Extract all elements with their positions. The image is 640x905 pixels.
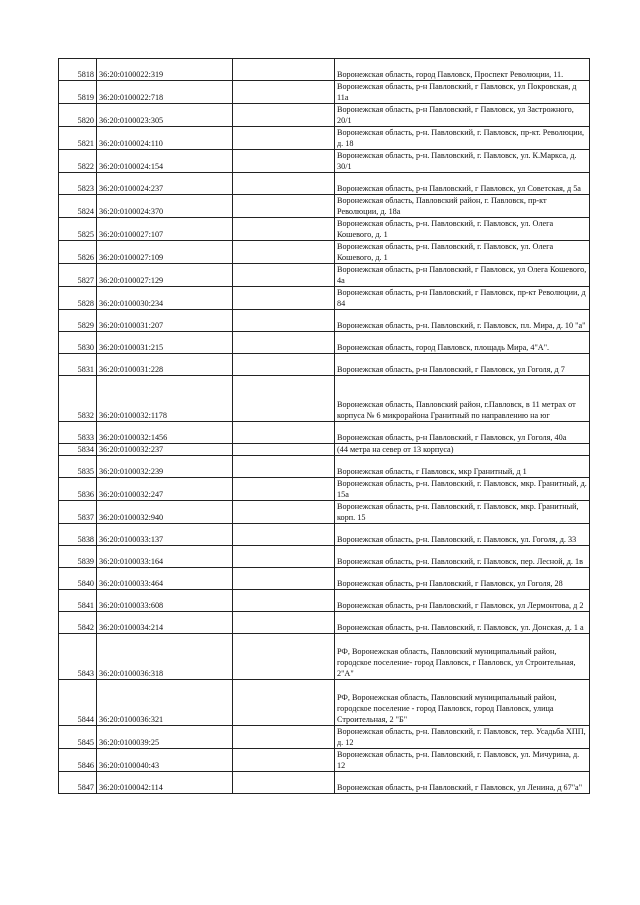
cadastral-number-cell: 36:20:0100022:319 <box>97 59 233 81</box>
address-cell: Воронежская область, р-н Павловский, г Павловск, ул Гоголя, д 7 <box>335 354 590 376</box>
table-row <box>59 478 590 501</box>
cadastral-number-cell: 36:20:0100031:228 <box>97 354 233 376</box>
empty-cell <box>233 634 335 680</box>
table-row <box>59 590 590 612</box>
empty-cell <box>233 456 335 478</box>
cadastral-number-cell: 36:20:0100033:608 <box>97 590 233 612</box>
address-cell: Воронежская область, р-н Павловский, г Павловск, ул Советская, д 5а <box>335 173 590 195</box>
row-number-cell: 5840 <box>59 568 97 590</box>
row-number-cell: 5829 <box>59 310 97 332</box>
row-number-cell: 5846 <box>59 749 97 772</box>
row-number-cell: 5836 <box>59 478 97 501</box>
property-registry-table <box>58 58 590 794</box>
cadastral-number-cell: 36:20:0100032:239 <box>97 456 233 478</box>
row-number-cell: 5818 <box>59 59 97 81</box>
address-cell: Воронежская область, р-н. Павловский, г. Павловск, пер. Лесной, д. 1в <box>335 546 590 568</box>
row-number-cell: 5826 <box>59 241 97 264</box>
address-cell: (44 метра на север от 13 корпуса) <box>335 444 590 456</box>
cadastral-number-cell: 36:20:0100032:1178 <box>97 376 233 422</box>
empty-cell <box>233 772 335 794</box>
address-cell: Воронежская область, р-н. Павловский, г. Павловск, ул. Мичурина, д. 12 <box>335 749 590 772</box>
row-number-cell: 5834 <box>59 444 97 456</box>
row-number-cell: 5845 <box>59 726 97 749</box>
table-row <box>59 422 590 444</box>
address-cell: Воронежская область, р-н Павловский, г Павловск, пр-кт Революции, д 84 <box>335 287 590 310</box>
cadastral-number-cell: 36:20:0100032:1456 <box>97 422 233 444</box>
row-number-cell: 5827 <box>59 264 97 287</box>
address-cell: Воронежская область, р-н. Павловский, г. Павловск, пл. Мира, д. 10 "а" <box>335 310 590 332</box>
table-row <box>59 264 590 287</box>
row-number-cell: 5838 <box>59 524 97 546</box>
table-row <box>59 501 590 524</box>
address-cell: Воронежская область, р-н. Павловский, г. Павловск, ул. Донская, д. 1 а <box>335 612 590 634</box>
row-number-cell: 5825 <box>59 218 97 241</box>
cadastral-number-cell: 36:20:0100040:43 <box>97 749 233 772</box>
empty-cell <box>233 568 335 590</box>
table-row <box>59 354 590 376</box>
table-row <box>59 772 590 794</box>
cadastral-number-cell: 36:20:0100024:370 <box>97 195 233 218</box>
empty-cell <box>233 127 335 150</box>
row-number-cell: 5824 <box>59 195 97 218</box>
table-row <box>59 241 590 264</box>
address-cell: Воронежская область, р-н Павловский, г Павловск, ул Покровская, д 11а <box>335 81 590 104</box>
empty-cell <box>233 173 335 195</box>
row-number-cell: 5828 <box>59 287 97 310</box>
cadastral-number-cell: 36:20:0100032:237 <box>97 444 233 456</box>
cadastral-number-cell: 36:20:0100032:940 <box>97 501 233 524</box>
table-row <box>59 749 590 772</box>
address-cell: Воронежская область, р-н. Павловский, г. Павловск, пр-кт. Революции, д. 18 <box>335 127 590 150</box>
table-row <box>59 376 590 422</box>
row-number-cell: 5830 <box>59 332 97 354</box>
address-cell: Воронежская область, р-н Павловский, г Павловск, ул Ленина, д 67"а" <box>335 772 590 794</box>
table-row <box>59 287 590 310</box>
address-cell: Воронежская область, р-н. Павловский, г. Павловск, ул. Гоголя, д. 33 <box>335 524 590 546</box>
empty-cell <box>233 81 335 104</box>
address-cell: РФ, Воронежская область, Павловский муниципальный район, городское поселение- город Павловск, г Павловск, ул Строительная, 2"А" <box>335 634 590 680</box>
empty-cell <box>233 104 335 127</box>
cadastral-number-cell: 36:20:0100023:305 <box>97 104 233 127</box>
cadastral-number-cell: 36:20:0100027:129 <box>97 264 233 287</box>
address-cell: Воронежская область, р-н Павловский, г Павловск, ул Застрожного, 20/1 <box>335 104 590 127</box>
empty-cell <box>233 501 335 524</box>
address-cell: Воронежская область, р-н. Павловский, г. Павловск, мкр. Гранитный, корп. 15 <box>335 501 590 524</box>
row-number-cell: 5843 <box>59 634 97 680</box>
address-cell: Воронежская область, р-н Павловский, г Павловск, ул Гоголя, 40а <box>335 422 590 444</box>
empty-cell <box>233 422 335 444</box>
cadastral-number-cell: 36:20:0100027:107 <box>97 218 233 241</box>
row-number-cell: 5833 <box>59 422 97 444</box>
cadastral-number-cell: 36:20:0100036:318 <box>97 634 233 680</box>
cadastral-number-cell: 36:20:0100039:25 <box>97 726 233 749</box>
cadastral-number-cell: 36:20:0100024:154 <box>97 150 233 173</box>
empty-cell <box>233 195 335 218</box>
row-number-cell: 5821 <box>59 127 97 150</box>
empty-cell <box>233 478 335 501</box>
empty-cell <box>233 680 335 726</box>
table-row <box>59 81 590 104</box>
empty-cell <box>233 354 335 376</box>
empty-cell <box>233 241 335 264</box>
row-number-cell: 5823 <box>59 173 97 195</box>
address-cell: Воронежская область, р-н. Павловский, г. Павловск, ул. Олега Кошевого, д. 1 <box>335 241 590 264</box>
cadastral-number-cell: 36:20:0100024:110 <box>97 127 233 150</box>
empty-cell <box>233 444 335 456</box>
empty-cell <box>233 524 335 546</box>
empty-cell <box>233 546 335 568</box>
empty-cell <box>233 726 335 749</box>
address-cell: Воронежская область, Павловский район, г.Павловск, в 11 метрах от корпуса № 6 микрорайона Гранитный по направлению на юг <box>335 376 590 422</box>
empty-cell <box>233 150 335 173</box>
empty-cell <box>233 376 335 422</box>
address-cell: Воронежская область, р-н. Павловский, г. Павловск, тер. Усадьба ХПП, д. 12 <box>335 726 590 749</box>
address-cell: Воронежская область, р-н. Павловский, г. Павловск, ул. Олега Кошевого, д. 1 <box>335 218 590 241</box>
cadastral-number-cell: 36:20:0100031:207 <box>97 310 233 332</box>
table-row <box>59 218 590 241</box>
table-row <box>59 546 590 568</box>
address-cell: Воронежская область, р-н. Павловский, г. Павловск, мкр. Гранитный, д. 15а <box>335 478 590 501</box>
table-row <box>59 456 590 478</box>
row-number-cell: 5835 <box>59 456 97 478</box>
empty-cell <box>233 612 335 634</box>
address-cell: РФ, Воронежская область, Павловский муниципальный район, городское поселение - город Павловск, город Павловск, улица Строительная, 2 "Б" <box>335 680 590 726</box>
table-row <box>59 127 590 150</box>
table-row <box>59 524 590 546</box>
cadastral-number-cell: 36:20:0100033:137 <box>97 524 233 546</box>
row-number-cell: 5844 <box>59 680 97 726</box>
cadastral-number-cell: 36:20:0100034:214 <box>97 612 233 634</box>
table-row <box>59 568 590 590</box>
cadastral-number-cell: 36:20:0100033:164 <box>97 546 233 568</box>
empty-cell <box>233 310 335 332</box>
cadastral-number-cell: 36:20:0100033:464 <box>97 568 233 590</box>
empty-cell <box>233 749 335 772</box>
address-cell: Воронежская область, р-н. Павловский, г. Павловск, ул. К.Маркса, д. 30/1 <box>335 150 590 173</box>
cadastral-number-cell: 36:20:0100022:718 <box>97 81 233 104</box>
address-cell: Воронежская область, р-н Павловский, г Павловск, ул Гоголя, 28 <box>335 568 590 590</box>
address-cell: Воронежская область, г Павловск, мкр Гранитный, д 1 <box>335 456 590 478</box>
row-number-cell: 5820 <box>59 104 97 127</box>
cadastral-number-cell: 36:20:0100030:234 <box>97 287 233 310</box>
empty-cell <box>233 590 335 612</box>
address-cell: Воронежская область, р-н Павловский, г Павловск, ул Олега Кошевого, 4а <box>335 264 590 287</box>
row-number-cell: 5832 <box>59 376 97 422</box>
table-row <box>59 310 590 332</box>
address-cell: Воронежская область, Павловский район, г. Павловск, пр-кт Революции, д. 18а <box>335 195 590 218</box>
cadastral-number-cell: 36:20:0100036:321 <box>97 680 233 726</box>
registry-table-body <box>59 59 590 794</box>
row-number-cell: 5842 <box>59 612 97 634</box>
cadastral-number-cell: 36:20:0100027:109 <box>97 241 233 264</box>
table-row <box>59 195 590 218</box>
table-row <box>59 726 590 749</box>
row-number-cell: 5847 <box>59 772 97 794</box>
row-number-cell: 5819 <box>59 81 97 104</box>
row-number-cell: 5822 <box>59 150 97 173</box>
address-cell: Воронежская область, город Павловск, площадь Мира, 4"А". <box>335 332 590 354</box>
row-number-cell: 5839 <box>59 546 97 568</box>
empty-cell <box>233 287 335 310</box>
table-row <box>59 150 590 173</box>
address-cell: Воронежская область, р-н Павловский, г Павловск, ул Лермонтова, д 2 <box>335 590 590 612</box>
cadastral-number-cell: 36:20:0100031:215 <box>97 332 233 354</box>
empty-cell <box>233 59 335 81</box>
row-number-cell: 5841 <box>59 590 97 612</box>
table-row <box>59 680 590 726</box>
table-row <box>59 444 590 456</box>
empty-cell <box>233 264 335 287</box>
empty-cell <box>233 218 335 241</box>
cadastral-number-cell: 36:20:0100032:247 <box>97 478 233 501</box>
empty-cell <box>233 332 335 354</box>
address-cell: Воронежская область, город Павловск, Проспект Революции, 11. <box>335 59 590 81</box>
cadastral-number-cell: 36:20:0100042:114 <box>97 772 233 794</box>
table-row <box>59 634 590 680</box>
row-number-cell: 5837 <box>59 501 97 524</box>
cadastral-number-cell: 36:20:0100024:237 <box>97 173 233 195</box>
table-row <box>59 612 590 634</box>
table-row <box>59 59 590 81</box>
table-row <box>59 332 590 354</box>
table-row <box>59 104 590 127</box>
row-number-cell: 5831 <box>59 354 97 376</box>
table-row <box>59 173 590 195</box>
